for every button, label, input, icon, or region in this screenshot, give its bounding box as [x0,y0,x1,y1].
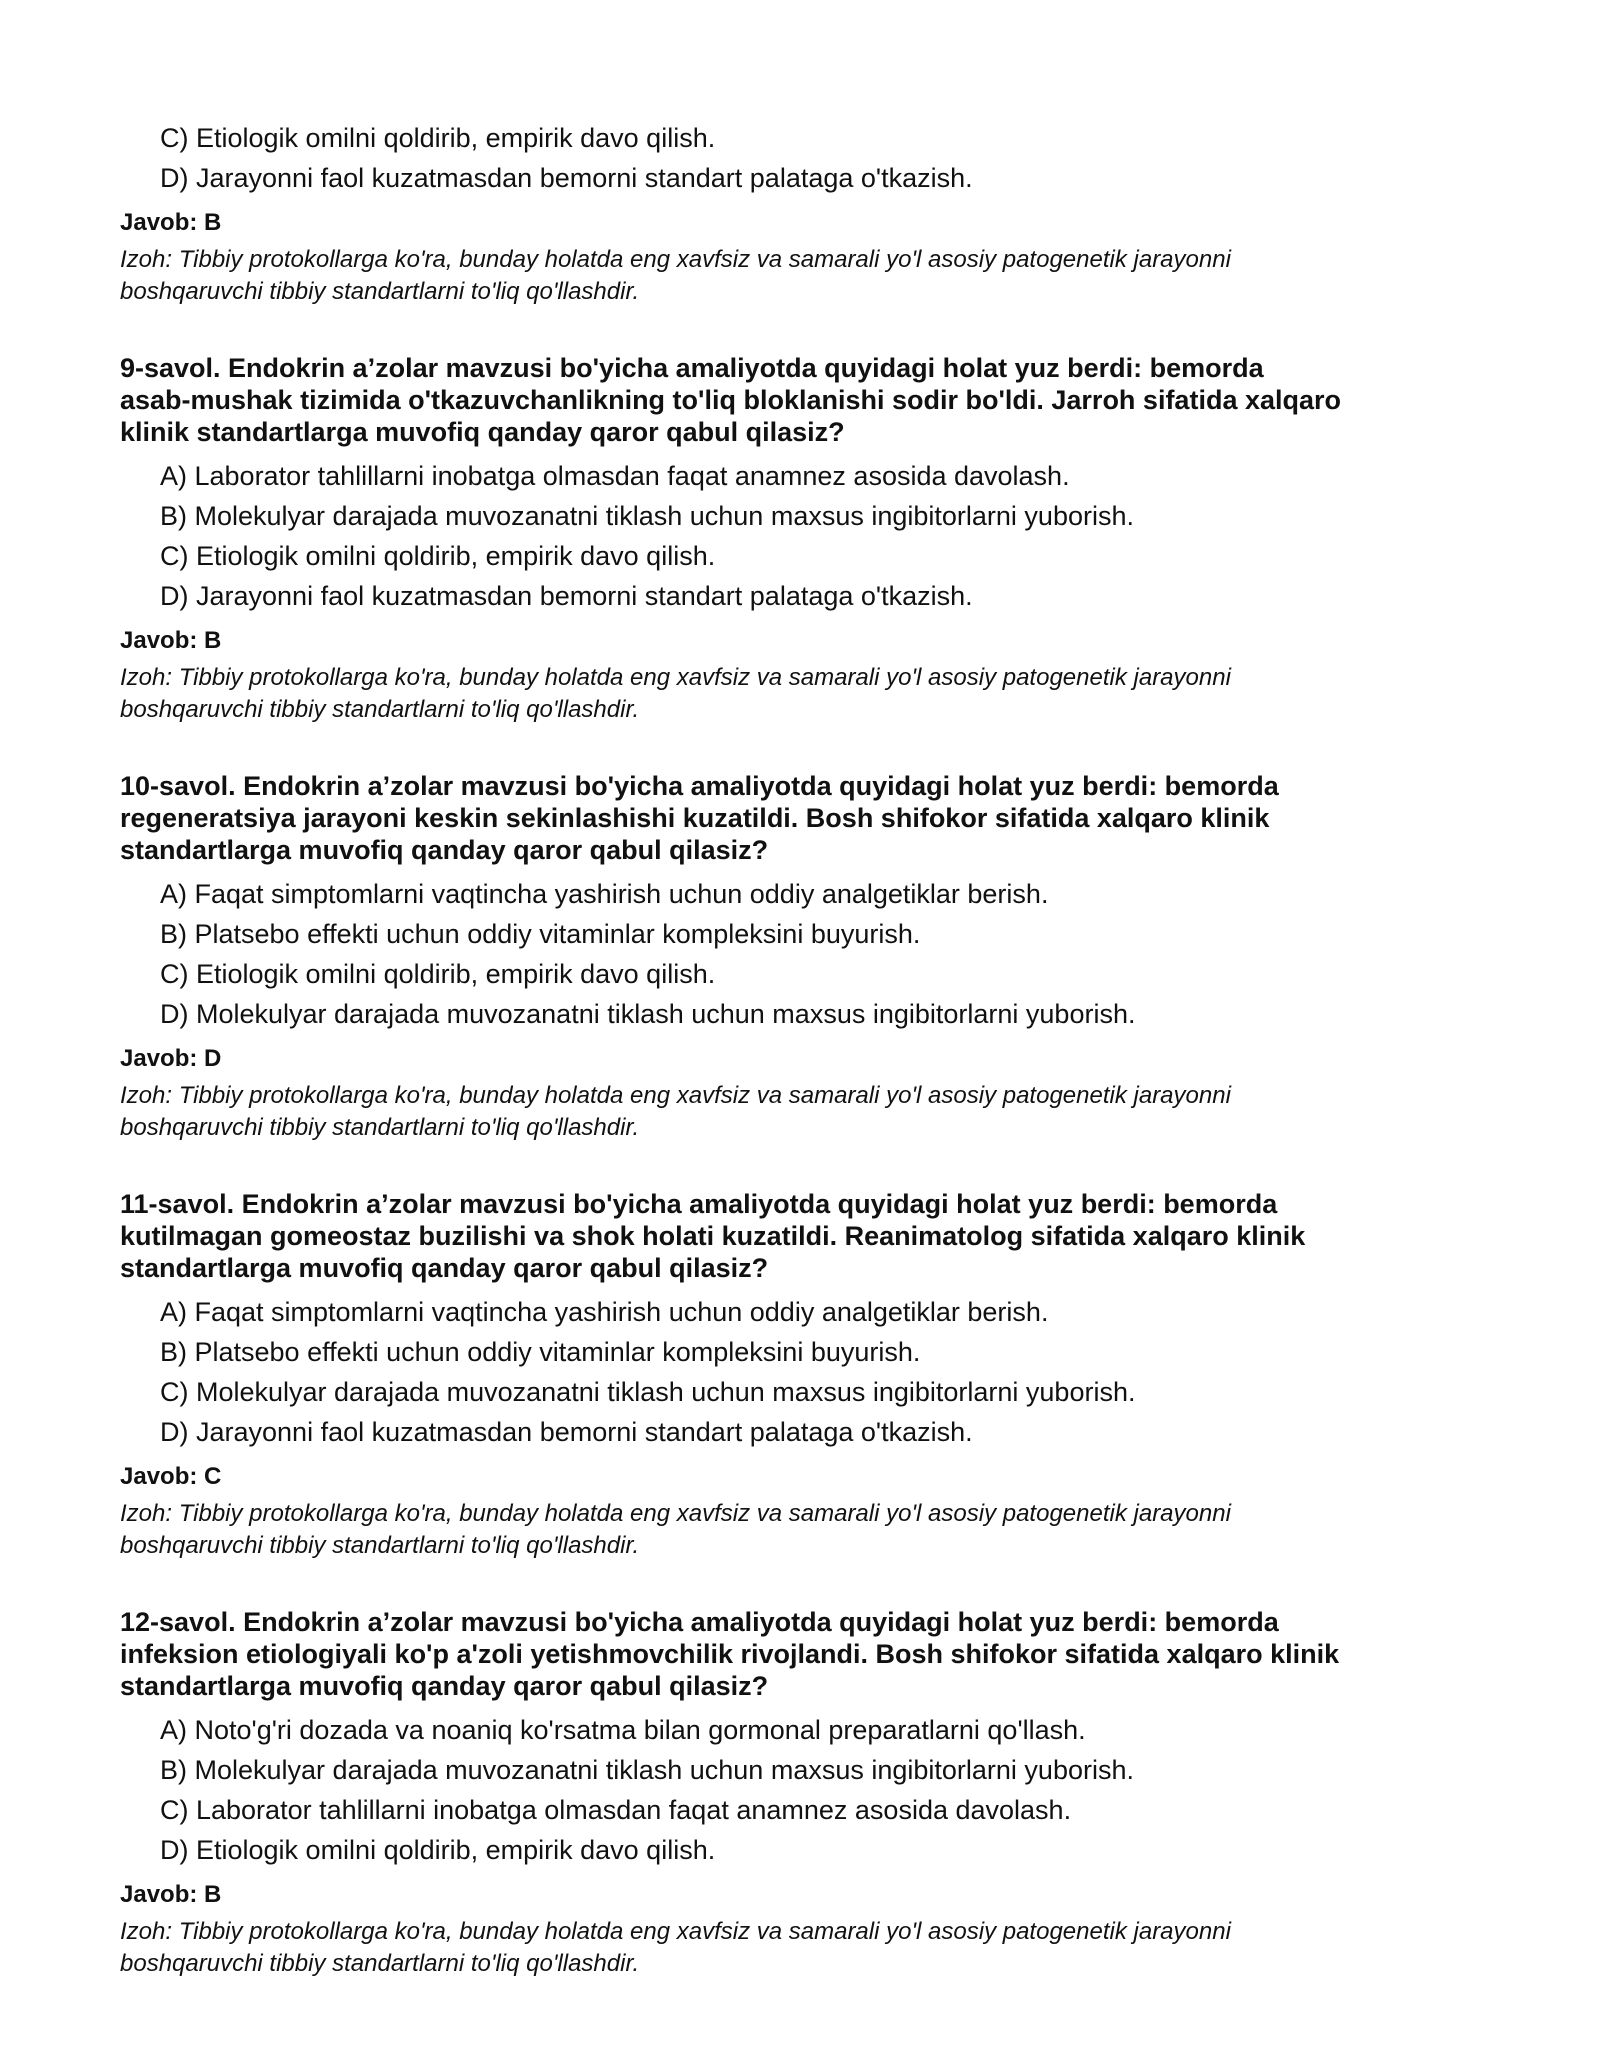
explanation-note [120,244,1460,308]
explanation-line: boshqaruvchi tibbiy standartlarni to'liq qo'llashdir. [120,696,640,723]
question-text [120,1606,1460,1702]
answer-option: C) Etiologik omilni qoldirib, empirik davo qilish. [160,123,716,153]
document-page [120,118,1460,1980]
answer-option: C) Etiologik omilni qoldirib, empirik davo qilish. [160,541,716,571]
question-line: asab-mushak tizimida o'tkazuvchanlikning to'liq bloklanishi sodir bo'ldi. Jarroh sifatida xalqaro [120,385,1341,415]
question-line: 10-savol. Endokrin a’zolar mavzusi bo'yicha amaliyotda quyidagi holat yuz berdi: bemorda [120,771,1279,801]
answer-option: C) Molekulyar darajada muvozanatni tiklash uchun maxsus ingibitorlarni yuborish. [160,1377,1136,1407]
question-text [120,352,1460,448]
question-line: standartlarga muvofiq qanday qaror qabul qilasiz? [120,1671,769,1701]
explanation-note [120,1498,1460,1562]
answer-option: D) Etiologik omilni qoldirib, empirik davo qilish. [160,1835,716,1865]
explanation-note [120,1916,1460,1980]
question-line: 11-savol. Endokrin a’zolar mavzusi bo'yicha amaliyotda quyidagi holat yuz berdi: bemorda [120,1189,1278,1219]
explanation-line: Izoh: Tibbiy protokollarga ko'ra, bunday holatda eng xavfsiz va samarali yo'l asosiy patogenetik jarayonni [120,246,1231,273]
answer-option: D) Molekulyar darajada muvozanatni tiklash uchun maxsus ingibitorlarni yuborish. [160,999,1136,1029]
explanation-line: boshqaruvchi tibbiy standartlarni to'liq qo'llashdir. [120,1950,640,1977]
correct-answer: Javob: B [120,627,222,654]
explanation-line: Izoh: Tibbiy protokollarga ko'ra, bunday holatda eng xavfsiz va samarali yo'l asosiy patogenetik jarayonni [120,1918,1231,1945]
answer-option: A) Faqat simptomlarni vaqtincha yashirish uchun oddiy analgetiklar berish. [160,1297,1049,1327]
correct-answer: Javob: B [120,209,222,236]
answer-option: D) Jarayonni faol kuzatmasdan bemorni standart palataga o'tkazish. [160,163,973,193]
answer-option: B) Platsebo effekti uchun oddiy vitaminlar kompleksini buyurish. [160,1337,921,1367]
answer-option: A) Noto'g'ri dozada va noaniq ko'rsatma bilan gormonal preparatlarni qo'llash. [160,1715,1086,1745]
explanation-line: Izoh: Tibbiy protokollarga ko'ra, bunday holatda eng xavfsiz va samarali yo'l asosiy patogenetik jarayonni [120,664,1231,691]
question-line: kutilmagan gomeostaz buzilishi va shok holati kuzatildi. Reanimatolog sifatida xalqaro klinik [120,1221,1306,1251]
question-text [120,1188,1460,1284]
explanation-note [120,1080,1460,1144]
answer-option: D) Jarayonni faol kuzatmasdan bemorni standart palataga o'tkazish. [160,581,973,611]
answer-option: A) Laborator tahlillarni inobatga olmasdan faqat anamnez asosida davolash. [160,461,1070,491]
answer-option: D) Jarayonni faol kuzatmasdan bemorni standart palataga o'tkazish. [160,1417,973,1447]
explanation-line: boshqaruvchi tibbiy standartlarni to'liq qo'llashdir. [120,278,640,305]
question-12 [120,1606,1460,1980]
question-9 [120,352,1460,726]
answer-option: C) Etiologik omilni qoldirib, empirik davo qilish. [160,959,716,989]
correct-answer: Javob: C [120,1463,222,1490]
question-line: 9-savol. Endokrin a’zolar mavzusi bo'yicha amaliyotda quyidagi holat yuz berdi: bemorda [120,353,1264,383]
explanation-note [120,662,1460,726]
explanation-line: Izoh: Tibbiy protokollarga ko'ra, bunday holatda eng xavfsiz va samarali yo'l asosiy patogenetik jarayonni [120,1082,1231,1109]
question-text [120,770,1460,866]
explanation-line: boshqaruvchi tibbiy standartlarni to'liq qo'llashdir. [120,1114,640,1141]
question-line: standartlarga muvofiq qanday qaror qabul qilasiz? [120,1253,769,1283]
question-line: 12-savol. Endokrin a’zolar mavzusi bo'yicha amaliyotda quyidagi holat yuz berdi: bemorda [120,1607,1279,1637]
question-line: standartlarga muvofiq qanday qaror qabul qilasiz? [120,835,769,865]
explanation-line: Izoh: Tibbiy protokollarga ko'ra, bunday holatda eng xavfsiz va samarali yo'l asosiy patogenetik jarayonni [120,1500,1231,1527]
question-line: klinik standartlarga muvofiq qanday qaror qabul qilasiz? [120,417,845,447]
answer-option: B) Molekulyar darajada muvozanatni tiklash uchun maxsus ingibitorlarni yuborish. [160,1755,1134,1785]
correct-answer: Javob: D [120,1045,222,1072]
answer-option: B) Molekulyar darajada muvozanatni tiklash uchun maxsus ingibitorlarni yuborish. [160,501,1134,531]
answer-option: C) Laborator tahlillarni inobatga olmasdan faqat anamnez asosida davolash. [160,1795,1072,1825]
answer-option: A) Faqat simptomlarni vaqtincha yashirish uchun oddiy analgetiklar berish. [160,879,1049,909]
question-11 [120,1188,1460,1562]
answer-option: B) Platsebo effekti uchun oddiy vitaminlar kompleksini buyurish. [160,919,921,949]
question-line: infeksion etiologiyali ko'p a'zoli yetishmovchilik rivojlandi. Bosh shifokor sifatida xalqaro klinik [120,1639,1340,1669]
question-continuation [120,118,1460,308]
explanation-line: boshqaruvchi tibbiy standartlarni to'liq qo'llashdir. [120,1532,640,1559]
question-line: regeneratsiya jarayoni keskin sekinlashishi kuzatildi. Bosh shifokor sifatida xalqaro klinik [120,803,1270,833]
correct-answer: Javob: B [120,1881,222,1908]
question-10 [120,770,1460,1144]
